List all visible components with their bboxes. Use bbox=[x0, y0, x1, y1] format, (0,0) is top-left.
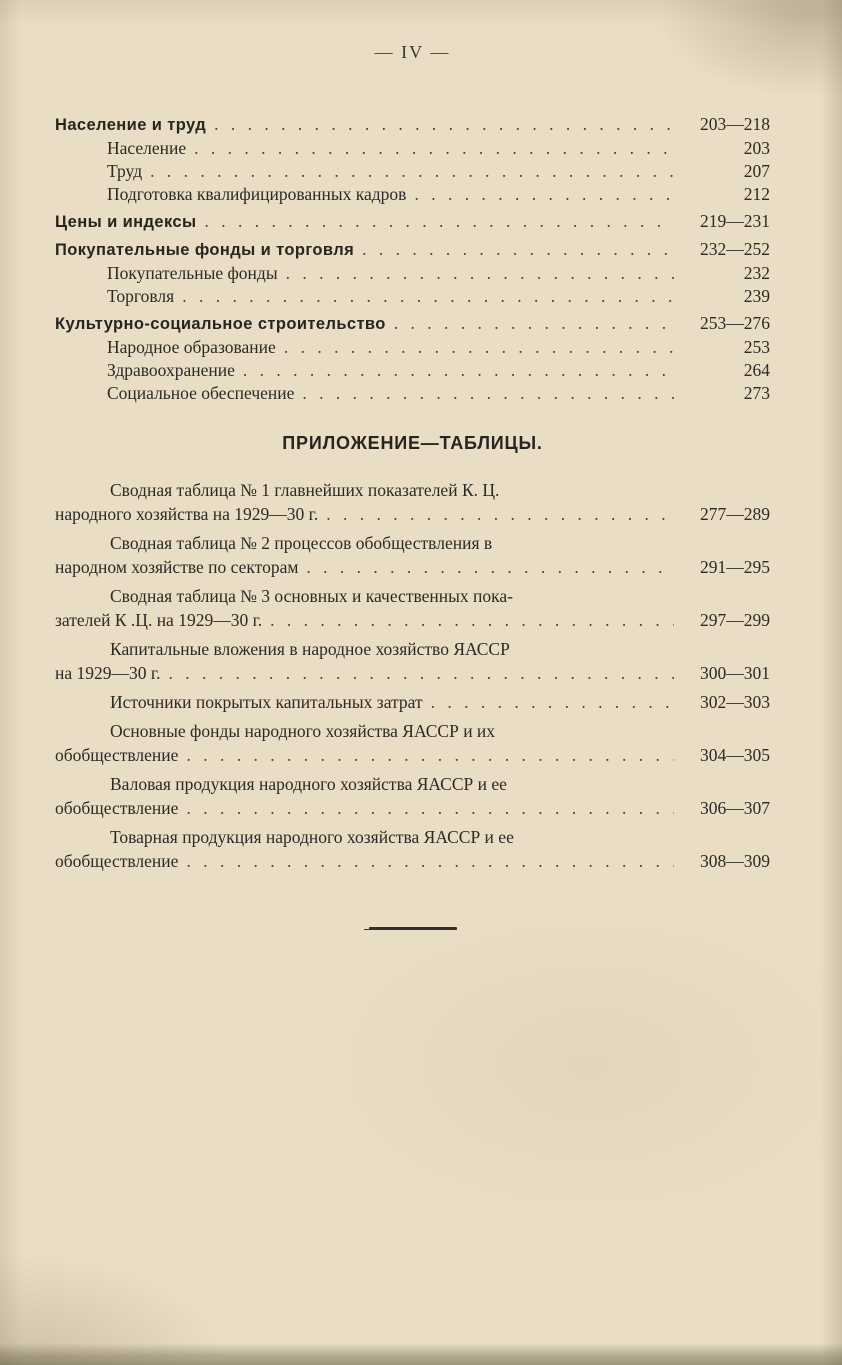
toc-entry-label: Подготовка квалифицированных кадров bbox=[107, 184, 407, 204]
dot-leader bbox=[204, 210, 674, 233]
dot-leader bbox=[306, 555, 674, 579]
toc-entry-label: Народное образование bbox=[107, 337, 276, 357]
appendix-entry-label: обобществление bbox=[55, 798, 179, 818]
toc-entry bbox=[55, 113, 770, 137]
appendix-entry-pages: 302—303 bbox=[700, 692, 770, 712]
appendix-entry-line2 bbox=[55, 743, 770, 767]
toc-entry-pages: 207 bbox=[743, 161, 770, 181]
toc-entry-label: Здравоохранение bbox=[107, 360, 235, 380]
section-end-rule bbox=[369, 927, 457, 930]
appendix-entry bbox=[55, 772, 770, 820]
toc-entry-pages: 273 bbox=[743, 383, 770, 403]
toc-entry-label: Социальное обеспечение bbox=[107, 383, 295, 403]
dot-leader bbox=[270, 608, 674, 632]
appendix-entry-pages: 300—301 bbox=[700, 663, 770, 683]
appendix-entry bbox=[55, 478, 770, 526]
appendix-entry-line2 bbox=[55, 690, 770, 714]
dot-leader bbox=[286, 262, 674, 285]
appendix-entry-label: Источники покрытых капитальных затрат bbox=[110, 692, 423, 712]
appendix-entry-line2 bbox=[55, 555, 770, 579]
appendix-entry-line2 bbox=[55, 849, 770, 873]
appendix-entry-line1: Валовая продукция народного хозяйства ЯАССР и ее bbox=[110, 774, 507, 794]
toc-entry-label: Население bbox=[107, 138, 187, 158]
appendix-entry-line2 bbox=[55, 608, 770, 632]
dot-leader bbox=[243, 359, 674, 382]
toc-entry bbox=[55, 238, 770, 262]
appendix-entry bbox=[55, 825, 770, 873]
toc-entry-pages: 253 bbox=[743, 337, 770, 357]
toc-entry-pages: 232 bbox=[743, 263, 770, 283]
toc-entry-pages: 264 bbox=[743, 360, 770, 380]
toc-entry-pages: 203 bbox=[743, 138, 770, 158]
dot-leader bbox=[284, 336, 674, 359]
appendix-entry-label: народном хозяйстве по секторам bbox=[55, 557, 299, 577]
toc-entry bbox=[55, 336, 770, 359]
appendix-entry-pages: 308—309 bbox=[700, 851, 770, 871]
appendix-entry-label: на 1929—30 г. bbox=[55, 663, 161, 683]
dot-leader bbox=[182, 285, 674, 308]
appendix-entry-line1: Сводная таблица № 3 основных и качественных пока- bbox=[110, 586, 513, 606]
appendix-entry bbox=[55, 584, 770, 632]
dot-leader bbox=[186, 743, 674, 767]
toc-entry bbox=[55, 210, 770, 234]
appendix-toc bbox=[55, 478, 770, 873]
table-of-contents bbox=[55, 113, 770, 405]
toc-entry-pages: 239 bbox=[743, 286, 770, 306]
appendix-entry-label: народного хозяйства на 1929—30 г. bbox=[55, 504, 319, 524]
appendix-entry-pages: 291—295 bbox=[700, 557, 770, 577]
appendix-entry-line1: Сводная таблица № 2 процессов обобществления в bbox=[110, 533, 493, 553]
toc-entry-pages: 232—252 bbox=[700, 239, 770, 259]
appendix-entry-pages: 277—289 bbox=[700, 504, 770, 524]
toc-entry bbox=[55, 285, 770, 308]
toc-entry bbox=[55, 359, 770, 382]
appendix-entry-line1: Капитальные вложения в народное хозяйство ЯАССР bbox=[110, 639, 510, 659]
appendix-entry-line1: Основные фонды народного хозяйства ЯАССР и их bbox=[110, 721, 496, 741]
toc-entry-label: Цены и индексы bbox=[55, 213, 197, 231]
appendix-entry-pages: 306—307 bbox=[700, 798, 770, 818]
dot-leader bbox=[186, 849, 674, 873]
dot-leader bbox=[214, 113, 674, 136]
dot-leader bbox=[394, 312, 674, 335]
appendix-entry-label: зателей К .Ц. на 1929—30 г. bbox=[55, 610, 263, 630]
dot-leader bbox=[431, 690, 674, 714]
toc-entry-pages: 212 bbox=[743, 184, 770, 204]
toc-entry bbox=[55, 183, 770, 206]
dot-leader bbox=[194, 137, 674, 160]
dot-leader bbox=[414, 183, 674, 206]
appendix-entry-line2 bbox=[55, 796, 770, 820]
toc-entry-label: Торговля bbox=[107, 286, 175, 306]
appendix-entry bbox=[55, 719, 770, 767]
appendix-entry-line1: Товарная продукция народного хозяйства ЯАССР и ее bbox=[110, 827, 514, 847]
toc-entry-label: Культурно-социальное строительство bbox=[55, 315, 386, 333]
dot-leader bbox=[302, 382, 674, 405]
appendix-entry-line2 bbox=[55, 502, 770, 526]
dot-leader bbox=[186, 796, 674, 820]
appendix-entry bbox=[55, 637, 770, 685]
toc-entry-label: Население и труд bbox=[55, 116, 207, 134]
toc-entry bbox=[55, 137, 770, 160]
appendix-entry-label: обобществление bbox=[55, 851, 179, 871]
appendix-entry-label: обобществление bbox=[55, 745, 179, 765]
appendix-entry-line1: Сводная таблица № 1 главнейших показателей К. Ц. bbox=[110, 480, 500, 500]
appendix-entry bbox=[55, 531, 770, 579]
toc-entry-label: Труд bbox=[107, 161, 143, 181]
section-end-rule-container bbox=[55, 917, 770, 935]
dot-leader bbox=[326, 502, 674, 526]
appendix-heading: ПРИЛОЖЕНИЕ—ТАБЛИЦЫ. bbox=[282, 433, 543, 453]
dot-leader bbox=[168, 661, 674, 685]
toc-entry-label: Покупательные фонды bbox=[107, 263, 278, 283]
toc-entry-pages: 253—276 bbox=[700, 313, 770, 333]
toc-entry-pages: 203—218 bbox=[700, 114, 770, 134]
toc-entry bbox=[55, 160, 770, 183]
appendix-entry bbox=[55, 690, 770, 714]
dot-leader bbox=[362, 238, 674, 261]
toc-entry bbox=[55, 262, 770, 285]
appendix-entry-pages: 297—299 bbox=[700, 610, 770, 630]
appendix-entry-pages: 304—305 bbox=[700, 745, 770, 765]
page-number-header: — IV — bbox=[374, 42, 451, 62]
dot-leader bbox=[150, 160, 674, 183]
toc-entry bbox=[55, 382, 770, 405]
toc-entry-pages: 219—231 bbox=[700, 211, 770, 231]
toc-entry bbox=[55, 312, 770, 336]
toc-entry-label: Покупательные фонды и торговля bbox=[55, 241, 355, 259]
appendix-entry-line2 bbox=[55, 661, 770, 685]
